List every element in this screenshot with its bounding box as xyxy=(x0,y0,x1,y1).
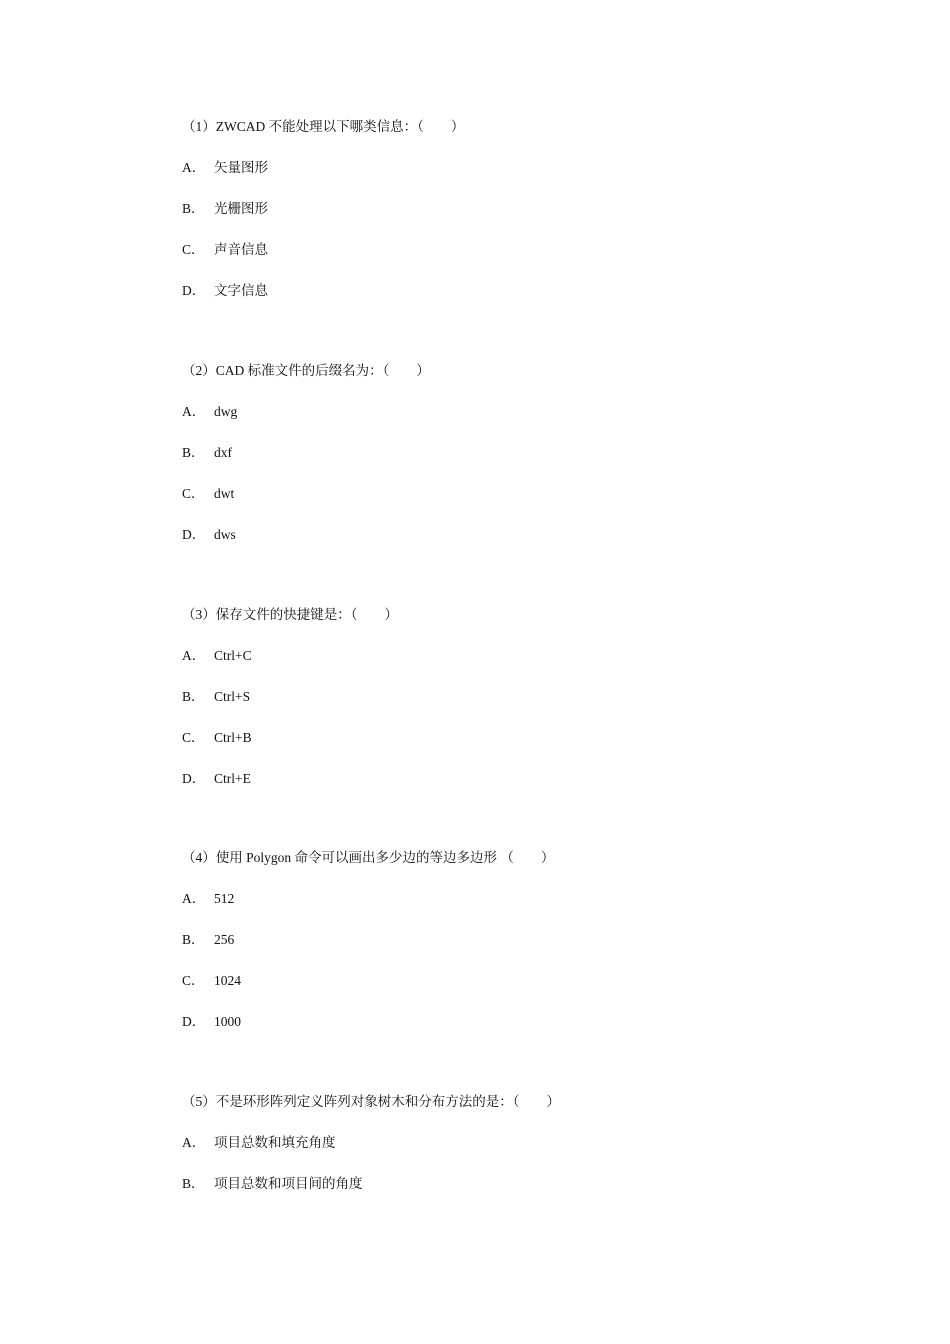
question-text: （2）CAD 标准文件的后缀名为：（ ） xyxy=(182,363,430,378)
option-c xyxy=(182,729,882,747)
option-a xyxy=(182,890,882,908)
option-text: dws xyxy=(214,527,236,542)
option-text: Ctrl+S xyxy=(214,689,251,704)
option-text: dwt xyxy=(214,486,235,501)
option-text: 光栅图形 xyxy=(214,201,268,216)
option-c xyxy=(182,241,882,259)
option-text: 1024 xyxy=(214,973,241,988)
option-letter: B． xyxy=(182,689,205,704)
option-b xyxy=(182,444,882,462)
option-letter: C． xyxy=(182,486,205,501)
option-a xyxy=(182,403,882,421)
option-letter: C． xyxy=(182,242,205,257)
question-text: （3）保存文件的快捷键是：（ ） xyxy=(182,607,398,622)
option-letter: B． xyxy=(182,932,205,947)
question-text: （4）使用 Polygon 命令可以画出多少边的等边多边形 （ ） xyxy=(182,850,555,865)
option-a xyxy=(182,159,882,177)
option-letter: D． xyxy=(182,283,206,298)
option-letter: B． xyxy=(182,201,205,216)
option-letter: A． xyxy=(182,648,206,663)
option-a xyxy=(182,1134,882,1152)
option-text: Ctrl+B xyxy=(214,730,252,745)
question-text: （1）ZWCAD 不能处理以下哪类信息：（ ） xyxy=(182,119,465,134)
option-d xyxy=(182,526,882,544)
option-d xyxy=(182,282,882,300)
option-text: 512 xyxy=(214,891,235,906)
option-letter: A． xyxy=(182,404,206,419)
option-letter: A． xyxy=(182,160,206,175)
question-4 xyxy=(182,849,882,1031)
question-3 xyxy=(182,606,882,788)
option-text: 矢量图形 xyxy=(214,160,268,175)
option-letter: B． xyxy=(182,445,205,460)
question-1 xyxy=(182,118,882,300)
option-letter: A． xyxy=(182,891,206,906)
option-text: 项目总数和项目间的角度 xyxy=(214,1176,363,1191)
option-letter: C． xyxy=(182,973,205,988)
question-text: （5）不是环形阵列定义阵列对象树木和分布方法的是：（ ） xyxy=(182,1094,560,1109)
option-letter: D． xyxy=(182,1014,206,1029)
option-text: dwg xyxy=(214,404,238,419)
option-text: dxf xyxy=(214,445,232,460)
option-d xyxy=(182,770,882,788)
option-letter: C． xyxy=(182,730,205,745)
option-b xyxy=(182,200,882,218)
option-d xyxy=(182,1013,882,1031)
option-letter: D． xyxy=(182,527,206,542)
option-text: 声音信息 xyxy=(214,242,268,257)
question-5 xyxy=(182,1093,882,1193)
option-text: 1000 xyxy=(214,1014,241,1029)
option-letter: D． xyxy=(182,771,206,786)
option-b xyxy=(182,931,882,949)
option-b xyxy=(182,688,882,706)
question-2 xyxy=(182,362,882,544)
option-text: Ctrl+C xyxy=(214,648,252,663)
option-b xyxy=(182,1175,882,1193)
option-a xyxy=(182,647,882,665)
option-text: 项目总数和填充角度 xyxy=(214,1135,336,1150)
option-text: 文字信息 xyxy=(214,283,268,298)
option-letter: A． xyxy=(182,1135,206,1150)
option-text: Ctrl+E xyxy=(214,771,251,786)
option-text: 256 xyxy=(214,932,235,947)
option-c xyxy=(182,485,882,503)
option-c xyxy=(182,972,882,990)
option-letter: B． xyxy=(182,1176,205,1191)
